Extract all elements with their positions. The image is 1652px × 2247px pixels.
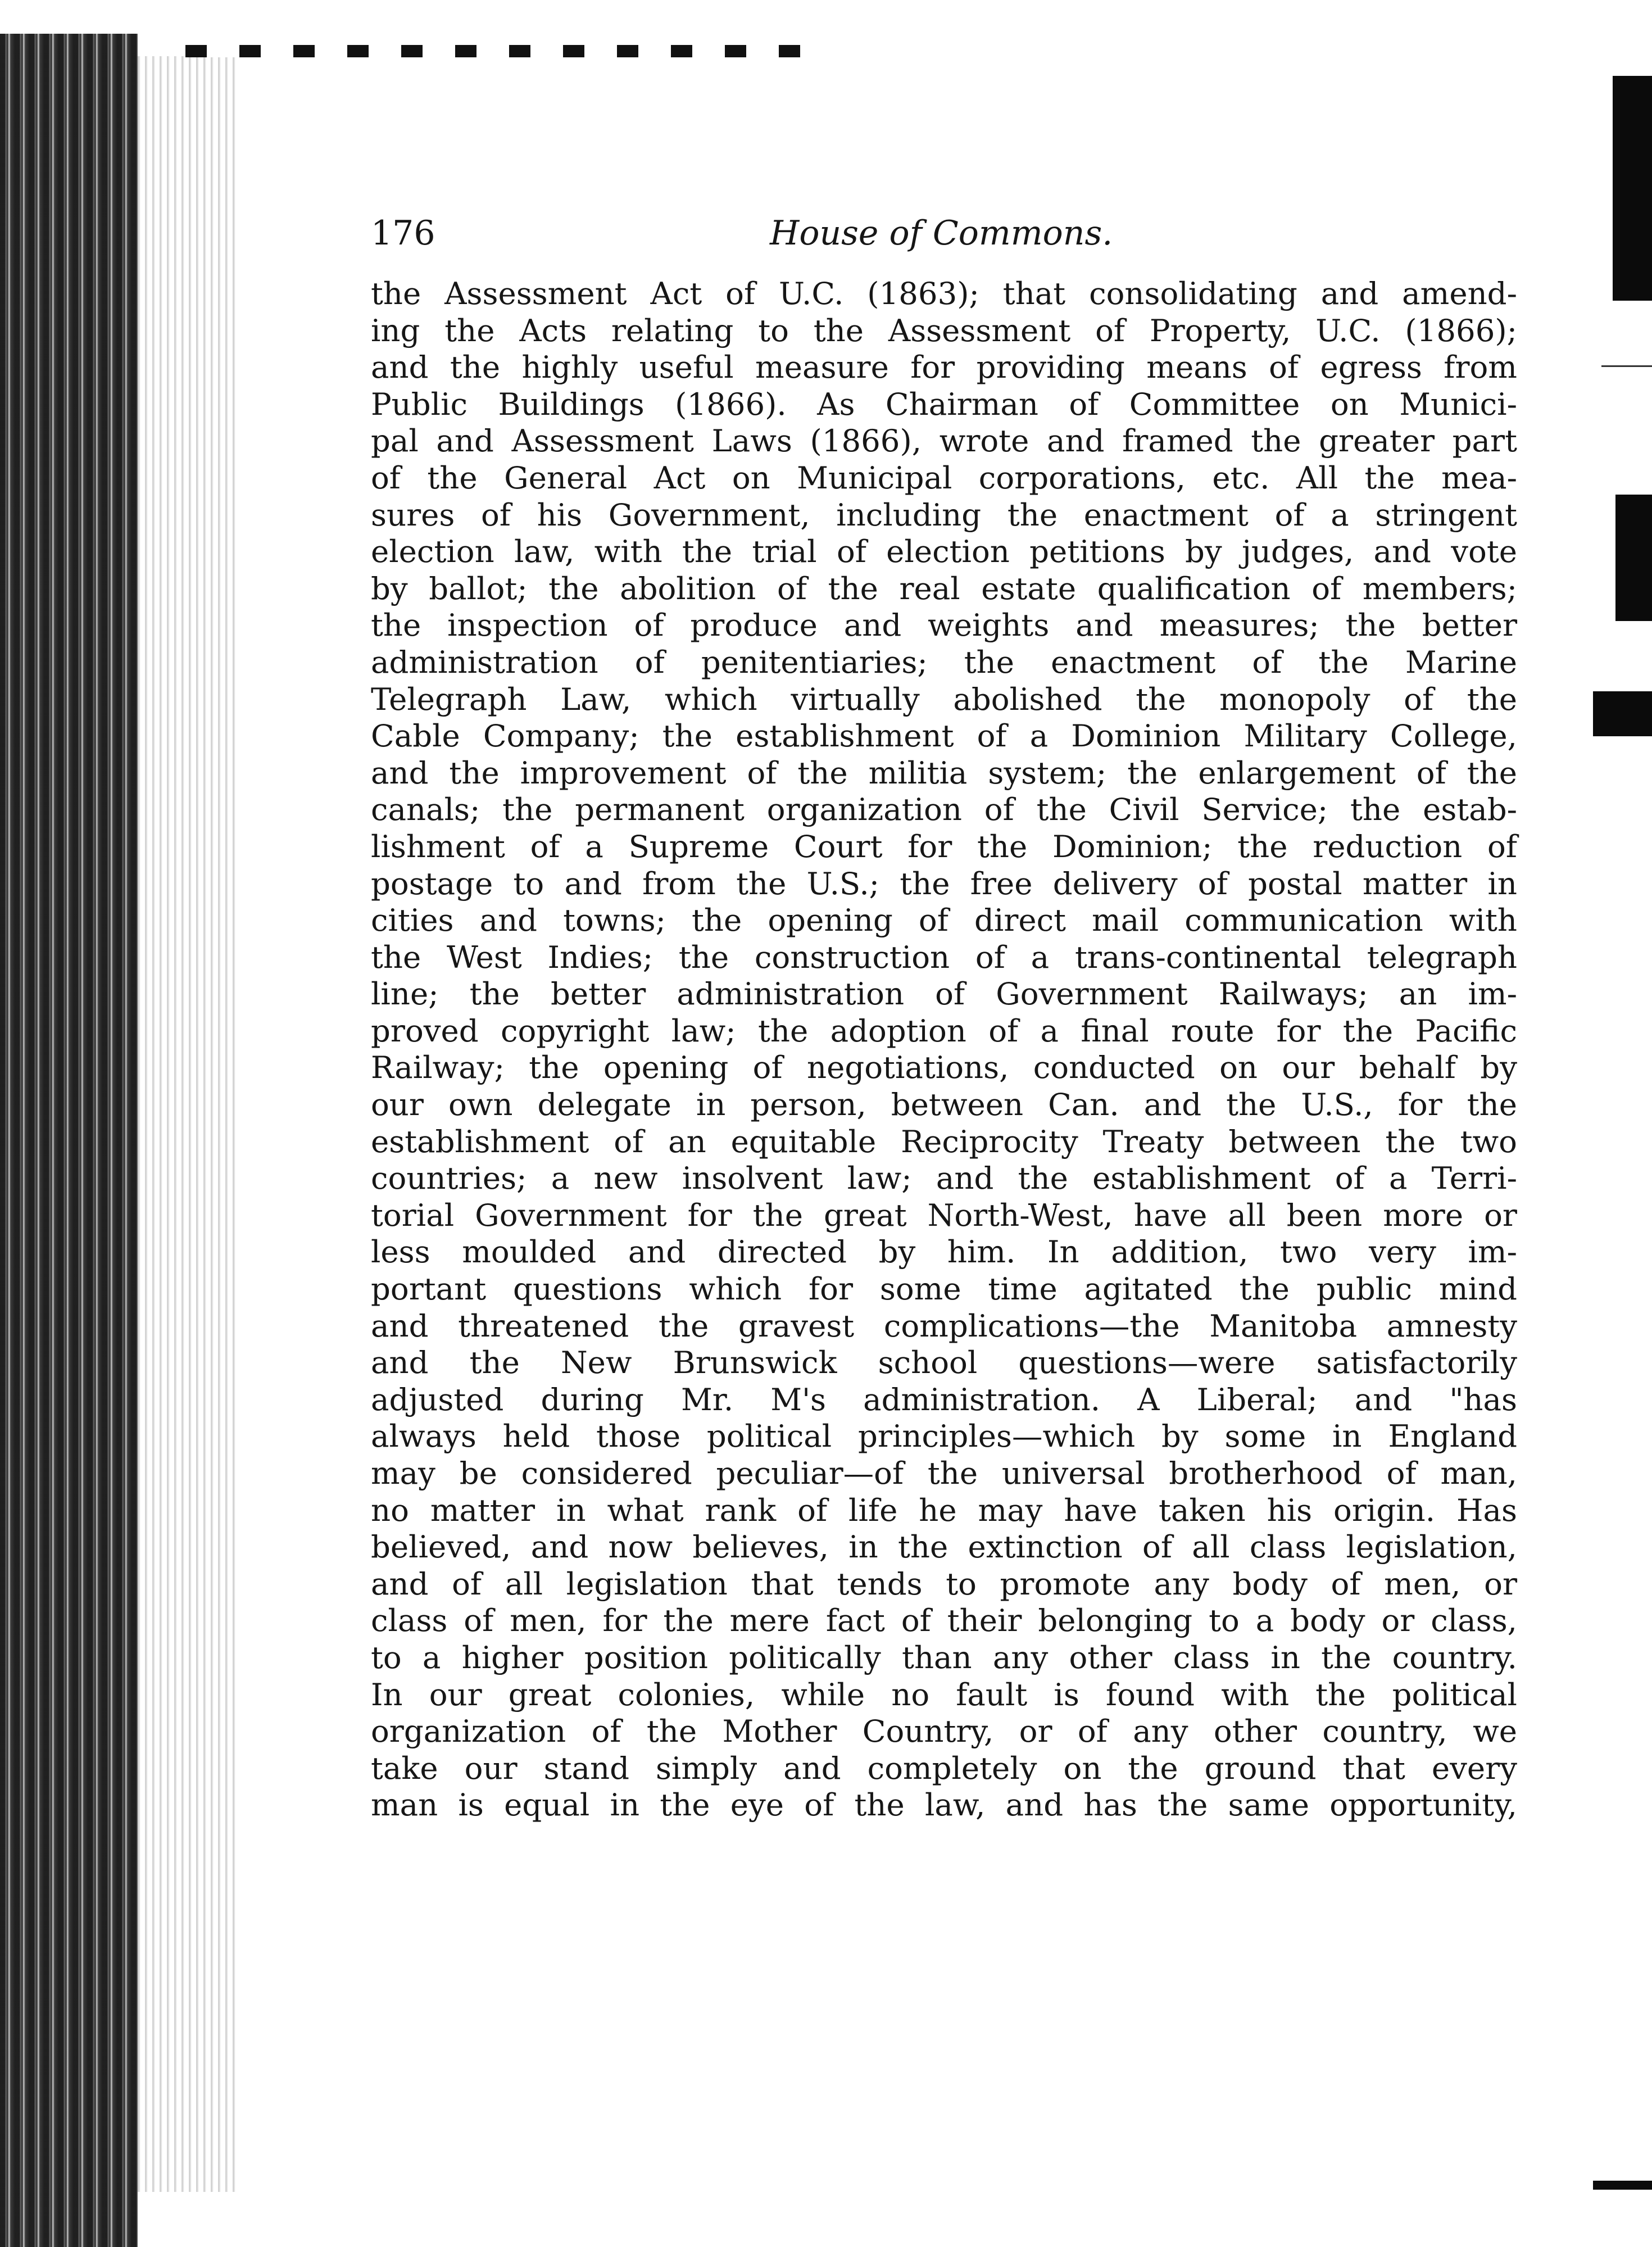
text-line: cities and towns; the opening of direct mail communication with [371, 902, 1517, 939]
text-line: portant questions which for some time agitated the public mind [371, 1271, 1517, 1307]
text-line: may be considered peculiar—of the universal brotherhood of man, [371, 1455, 1517, 1491]
text-line: by ballot; the abolition of the real estate qualification of members; [371, 570, 1517, 606]
running-head [371, 214, 1517, 264]
page-number: 176 [371, 214, 435, 253]
text-line: election law, with the trial of election petitions by judges, and vote [371, 533, 1517, 570]
scan-noise-left [138, 56, 239, 2192]
text-line: man is equal in the eye of the law, and has the same opportunity, [371, 1787, 1517, 1823]
scan-mark-right [1615, 495, 1652, 621]
scan-marks-top [185, 45, 804, 57]
text-line: Cable Company; the establishment of a Dominion Military College, [371, 718, 1517, 754]
text-line: canals; the permanent organization of the Civil Service; the estab- [371, 791, 1517, 828]
text-line: organization of the Mother Country, or of any other country, we [371, 1713, 1517, 1750]
scan-rule-right [1601, 365, 1652, 367]
body-text [371, 275, 1517, 1824]
text-line: class of men, for the mere fact of their belonging to a body or class, [371, 1602, 1517, 1639]
text-line: Telegraph Law, which virtually abolished the monopoly of the [371, 681, 1517, 717]
text-line: torial Government for the great North-West, have all been more or [371, 1197, 1517, 1233]
text-line: always held those political principles—which by some in England [371, 1418, 1517, 1455]
text-line: Public Buildings (1866). As Chairman of Committee on Munici- [371, 386, 1517, 422]
text-line: lishment of a Supreme Court for the Dominion; the reduction of [371, 828, 1517, 864]
text-line: and threatened the gravest complications—the Manitoba amnesty [371, 1307, 1517, 1344]
text-line: In our great colonies, while no fault is found with the political [371, 1676, 1517, 1713]
text-line: to a higher position politically than any other class in the country. [371, 1639, 1517, 1675]
scan-mark-right [1613, 76, 1652, 301]
text-line: the Assessment Act of U.C. (1863); that consolidating and amend- [371, 275, 1517, 311]
text-line: take our stand simply and completely on the ground that every [371, 1750, 1517, 1786]
text-line: administration of penitentiaries; the enactment of the Marine [371, 644, 1517, 680]
text-line: and the highly useful measure for providing means of egress from [371, 349, 1517, 386]
scan-shadow-left [0, 34, 138, 2247]
text-line: less moulded and directed by him. In addition, two very im- [371, 1234, 1517, 1270]
document-page [371, 214, 1517, 1824]
text-line: believed, and now believes, in the extinction of all class legislation, [371, 1529, 1517, 1565]
text-line: establishment of an equitable Reciprocity Treaty between the two [371, 1123, 1517, 1159]
text-line: and of all legislation that tends to promote any body of men, or [371, 1565, 1517, 1602]
scan-mark-right [1593, 2181, 1652, 2190]
text-line: line; the better administration of Government Railways; an im- [371, 976, 1517, 1012]
scan-mark-right [1593, 691, 1652, 736]
text-line: no matter in what rank of life he may have taken his origin. Has [371, 1492, 1517, 1528]
text-line: the West Indies; the construction of a trans-continental telegraph [371, 939, 1517, 975]
text-line: Railway; the opening of negotiations, conducted on our behalf by [371, 1049, 1517, 1086]
text-line: sures of his Government, including the enactment of a stringent [371, 496, 1517, 533]
text-line: proved copyright law; the adoption of a final route for the Pacific [371, 1012, 1517, 1049]
text-line: our own delegate in person, between Can. and the U.S., for the [371, 1086, 1517, 1123]
text-line: pal and Assessment Laws (1866), wrote and framed the greater part [371, 423, 1517, 459]
text-line: and the improvement of the militia system; the enlargement of the [371, 754, 1517, 791]
text-line: adjusted during Mr. M's administration. A Liberal; and "has [371, 1381, 1517, 1417]
text-line: of the General Act on Municipal corporations, etc. All the mea- [371, 459, 1517, 496]
text-line: the inspection of produce and weights and measures; the better [371, 607, 1517, 644]
running-title: House of Commons. [770, 214, 1113, 253]
text-line: postage to and from the U.S.; the free delivery of postal matter in [371, 865, 1517, 901]
text-line: and the New Brunswick school questions—were satisfactorily [371, 1344, 1517, 1381]
text-line: ing the Acts relating to the Assessment of Property, U.C. (1866); [371, 312, 1517, 348]
text-line: countries; a new insolvent law; and the establishment of a Terri- [371, 1160, 1517, 1197]
